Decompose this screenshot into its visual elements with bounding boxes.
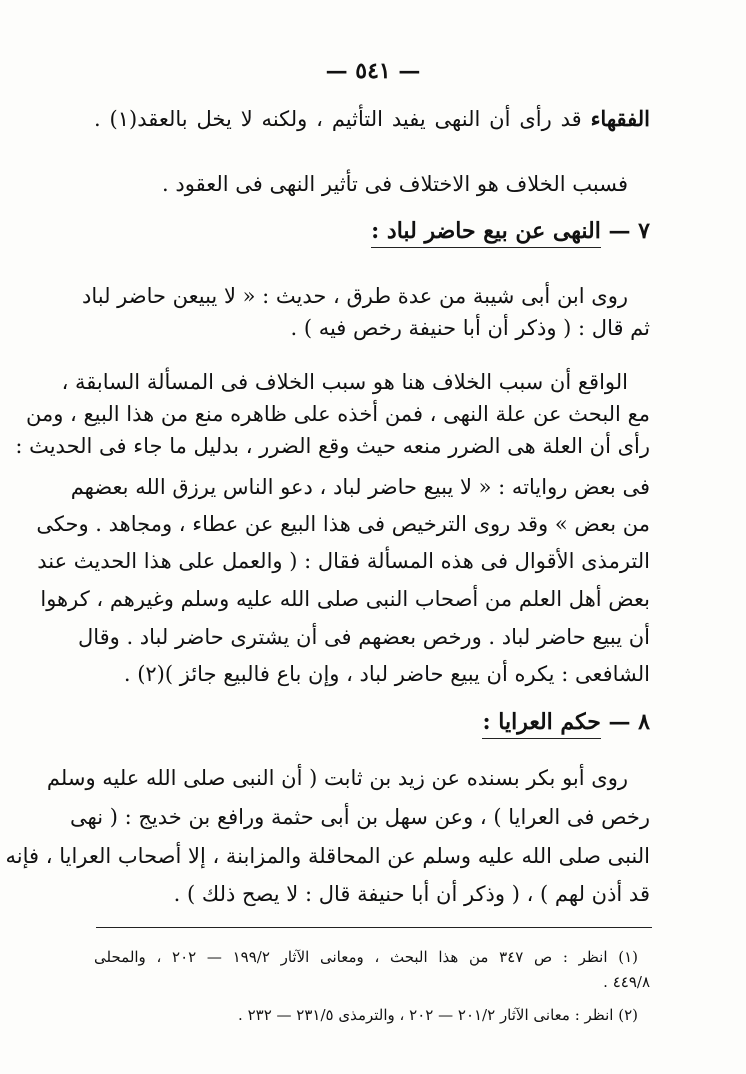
section-8-dash: — <box>608 709 631 735</box>
s8-line-2: رخص فى العرايا ) ، وعن سهل بن أبى حثمة ورافع بن خديج : ( نهى <box>70 805 650 829</box>
intro-line-1 <box>94 103 650 135</box>
section-8-heading <box>482 705 650 739</box>
s8-line-4: قد أذن لهم ) ، ( وذكر أن أبا حنيفة قال : لا يصح ذلك ) . <box>173 882 650 906</box>
intro-line-1-text: قد رأى أن النهى يفيد التأثيم ، ولكنه لا يخل بالعقد(١) . <box>94 107 582 131</box>
section-7-dash: — <box>608 218 631 244</box>
s7-p2-line-8: أن يبيع حاضر لباد . ورخص بعضهم فى أن يشترى حاضر لباد . وقال <box>77 625 650 649</box>
page-number: — ٥٤١ — <box>325 58 421 84</box>
s7-p2-line-7: بعض أهل العلم من أصحاب النبى صلى الله عليه وسلم وغيرهم ، كرهوا <box>40 587 650 611</box>
section-7-heading <box>371 214 650 248</box>
intro-line-2: فسبب الخلاف هو الاختلاف فى تأثير النهى فى العقود . <box>162 172 628 196</box>
s7-p2-line-5: من بعض » وقد روى الترخيص فى هذا البيع عن عطاء ، ومجاهد . وحكى <box>36 512 650 536</box>
s7-p2-line-9: الشافعى : يكره أن يبيع حاضر لباد ، وإن باع فالبيع جائز )(٢) . <box>123 662 650 686</box>
s7-p2-line-6: الترمذى الأقوال فى هذه المسألة فقال : ( والعمل على هذا الحديث عند <box>37 549 650 573</box>
s7-p2-line-3: رأى أن العلة هى الضرر منعه حيث وقع الضرر ، بدليل ما جاء فى الحديث : <box>15 434 650 458</box>
section-7-title: النهى عن بيع حاضر لباد : <box>371 218 601 248</box>
s7-p2-line-4: فى بعض رواياته : « لا يبيع حاضر لباد ، دعو الناس يرزق الله بعضهم <box>70 475 650 499</box>
s7-p1-line-1: روى ابن أبى شيبة من عدة طرق ، حديث : « لا يبيعن حاضر لباد <box>82 284 628 308</box>
s7-p2-line-1: الواقع أن سبب الخلاف هنا هو سبب الخلاف فى المسألة السابقة ، <box>61 370 628 394</box>
lead-word: الفقهاء <box>590 106 650 131</box>
footnote-2-line-1: (٢) انظر : معانى الآثار ٢٠١/٢ — ٢٠٢ ، والترمذى ٢٣١/٥ — ٢٣٢ . <box>238 1006 638 1024</box>
s7-p2-line-2: مع البحث عن علة النهى ، فمن أخذه على ظاهره منع من هذا البيع ، ومن <box>25 402 650 426</box>
section-8-number: ٨ <box>638 709 650 735</box>
footnote-1-line-2: ٤٤٩/٨ . <box>603 973 650 991</box>
s8-line-3: النبى صلى الله عليه وسلم عن المحاقلة والمزابنة ، إلا أصحاب العرايا ، فإنه <box>5 844 650 868</box>
section-8-title: حكم العرايا : <box>482 709 600 739</box>
footnote-divider <box>96 927 652 928</box>
s8-line-1: روى أبو بكر بسنده عن زيد بن ثابت ( أن النبى صلى الله عليه وسلم <box>46 766 628 790</box>
s7-p1-line-2: ثم قال : ( وذكر أن أبا حنيفة رخص فيه ) . <box>290 316 650 340</box>
section-7-number: ٧ <box>638 218 650 244</box>
footnote-1-line-1: (١) انظر : ص ٣٤٧ من هذا البحث ، ومعانى الآثار ١٩٩/٢ — ٢٠٢ ، والمحلى <box>94 948 638 966</box>
